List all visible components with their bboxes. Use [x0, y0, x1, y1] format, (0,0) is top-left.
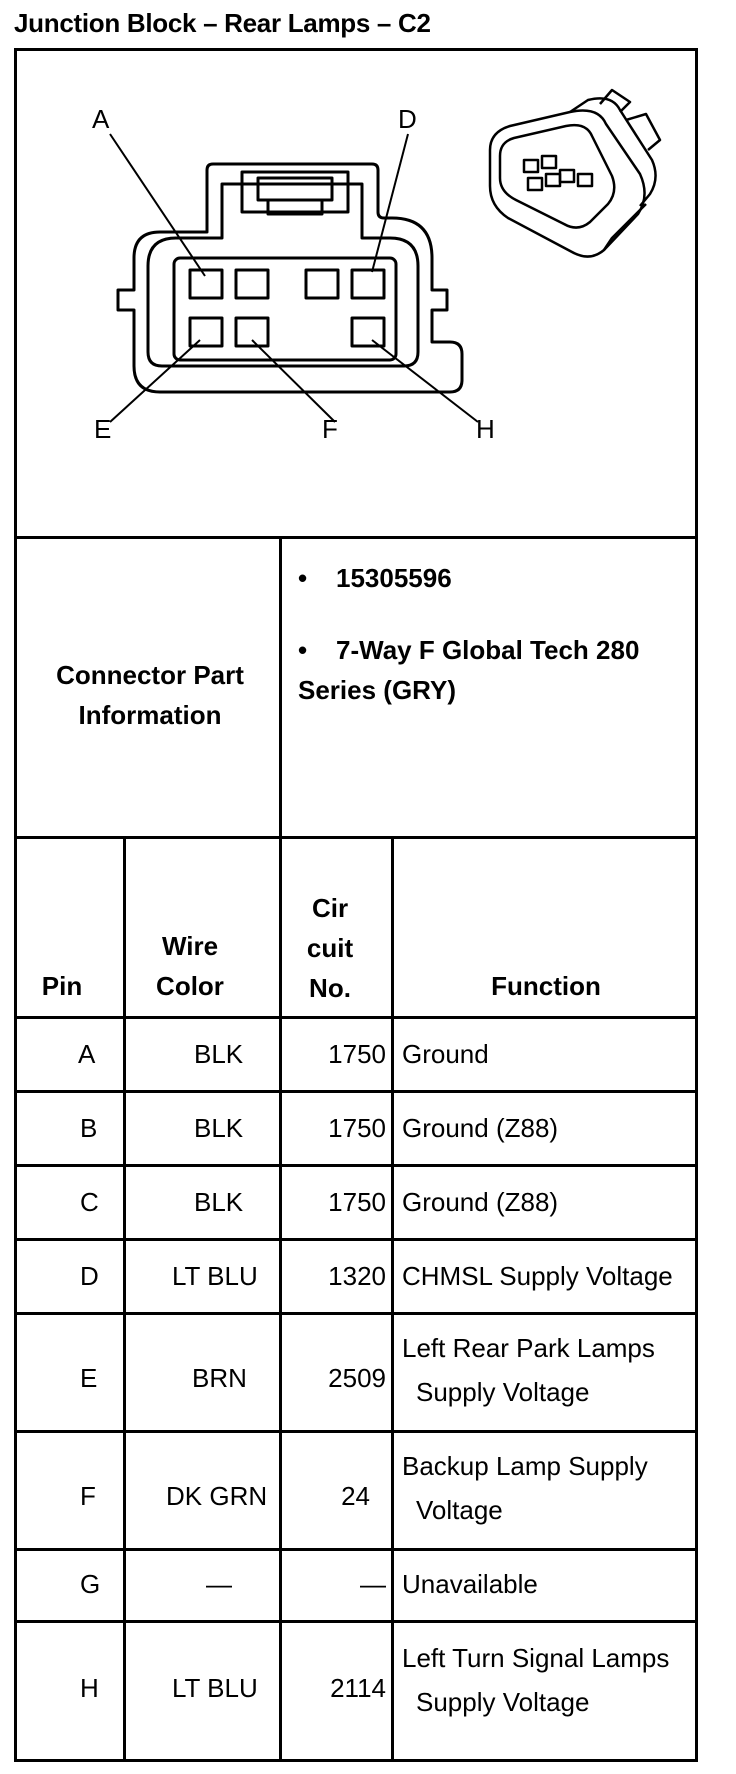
- pin-h: H: [80, 1673, 99, 1703]
- row-divider-0: [14, 1016, 698, 1019]
- cavity-a: [190, 270, 222, 298]
- leader-e: [110, 340, 200, 422]
- pin-a: A: [78, 1039, 96, 1069]
- pin-b: B: [80, 1113, 98, 1143]
- wire-color-a: BLK: [194, 1039, 244, 1069]
- function-e-line1: Left Rear Park Lamps: [402, 1333, 655, 1363]
- function-d: CHMSL Supply Voltage: [402, 1261, 673, 1291]
- wire-color-h: LT BLU: [172, 1673, 258, 1703]
- pin-e: E: [80, 1363, 98, 1393]
- function-h: [402, 1636, 698, 1724]
- function-a: Ground: [402, 1039, 489, 1069]
- wire-color-e: BRN: [192, 1363, 247, 1393]
- circuit-b: 1750: [328, 1113, 386, 1143]
- callout-a: A: [92, 104, 110, 134]
- header-wire-color: Wire Color: [156, 931, 224, 1001]
- circuit-a: 1750: [328, 1039, 386, 1069]
- connector-isometric-icon: [490, 90, 660, 257]
- row-divider-4: [14, 1312, 698, 1315]
- leader-a: [110, 134, 205, 276]
- description-bullet: •: [298, 635, 308, 665]
- function-e-line2: Supply Voltage: [416, 1377, 590, 1407]
- circuit-h: 2114: [330, 1673, 386, 1703]
- connector-description: 7-Way F Global Tech 280 Series (GRY): [298, 635, 640, 705]
- pin-d: D: [80, 1261, 99, 1291]
- wire-color-g: —: [206, 1569, 232, 1599]
- circuit-e: 2509: [328, 1363, 386, 1393]
- latch-inner: [258, 178, 332, 200]
- function-c: Ground (Z88): [402, 1187, 559, 1217]
- function-f-line1: Backup Lamp Supply: [402, 1451, 648, 1481]
- callout-f: F: [322, 414, 338, 444]
- col-divider-1: [123, 836, 126, 1762]
- function-g: Unavailable: [402, 1569, 538, 1599]
- page-title: Junction Block – Rear Lamps – C2: [14, 8, 431, 38]
- cavity-b: [236, 270, 268, 298]
- part-number-bullet: •: [298, 563, 308, 593]
- connector-part-info-label: Connector Part Information: [56, 660, 244, 730]
- divider-cpi-bottom: [14, 836, 698, 839]
- wire-color-d: LT BLU: [172, 1261, 258, 1291]
- cavity-f: [236, 318, 268, 346]
- row-divider-5: [14, 1430, 698, 1433]
- function-f-line2: Voltage: [416, 1495, 503, 1525]
- function-h-line1: Left Turn Signal Lamps: [402, 1643, 670, 1673]
- callout-e: E: [94, 414, 112, 444]
- function-e: [402, 1326, 698, 1414]
- row-divider-2: [14, 1164, 698, 1167]
- pin-f: F: [80, 1481, 96, 1511]
- circuit-g: —: [360, 1569, 386, 1599]
- wire-color-c: BLK: [194, 1187, 244, 1217]
- pin-g: G: [80, 1569, 101, 1599]
- header-pin: Pin: [41, 971, 83, 1001]
- cavity-d: [352, 270, 384, 298]
- pin-c: C: [80, 1187, 99, 1217]
- connector-diagram: [0, 0, 736, 540]
- cavity-e: [190, 318, 222, 346]
- function-b: Ground (Z88): [402, 1113, 559, 1143]
- divider-diagram: [14, 536, 698, 539]
- circuit-d: 1320: [328, 1261, 386, 1291]
- col-divider-2: [279, 836, 282, 1762]
- row-divider-1: [14, 1090, 698, 1093]
- row-divider-6: [14, 1548, 698, 1551]
- function-h-line2: Supply Voltage: [416, 1687, 590, 1717]
- circuit-c: 1750: [328, 1187, 386, 1217]
- callout-d: D: [398, 104, 417, 134]
- part-number: 15305596: [336, 563, 452, 593]
- callout-h: H: [476, 414, 495, 444]
- connector-housing-outline: [118, 164, 462, 392]
- row-divider-7: [14, 1620, 698, 1623]
- cavity-c: [306, 270, 338, 298]
- header-function: Function: [491, 971, 601, 1001]
- header-circuit: Cir cuit No.: [306, 893, 354, 1003]
- row-divider-3: [14, 1238, 698, 1241]
- function-f: [402, 1444, 698, 1532]
- wire-color-b: BLK: [194, 1113, 244, 1143]
- leader-f: [252, 340, 335, 422]
- circuit-f: 24: [341, 1481, 370, 1511]
- wire-color-f: DK GRN: [166, 1481, 268, 1511]
- cavity-h: [352, 318, 384, 346]
